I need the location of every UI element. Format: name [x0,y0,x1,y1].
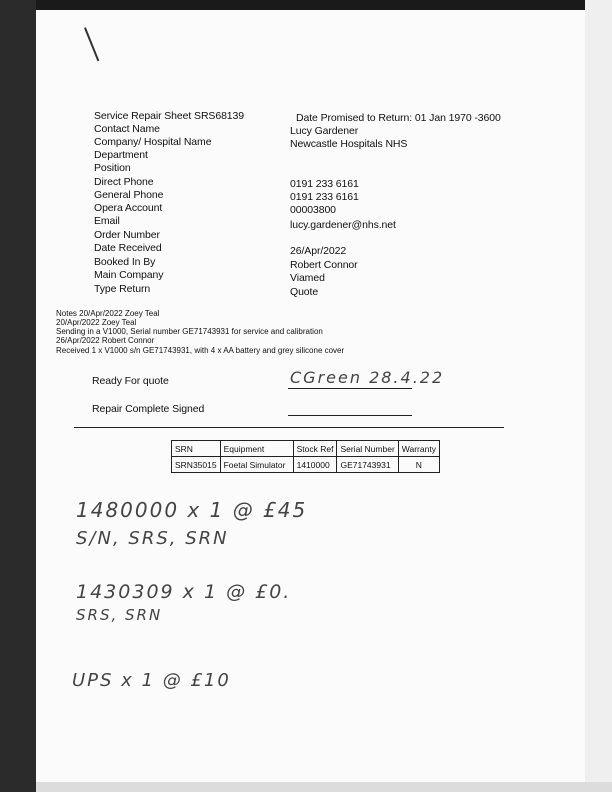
ready-signature: CGreen 28.4.22 [290,368,445,387]
table-row [172,457,440,473]
field-value: 0191 233 6161 [290,191,359,203]
field-label: Opera Account [94,202,163,214]
cell-warranty: N [398,457,439,473]
scan-edge-bottom [36,782,612,792]
field-label: Order Number [94,229,160,241]
header-serial-number: Serial Number [337,441,398,457]
note-line: Sending in a V1000, Serial number GE71743931 for service and calibration [56,327,323,336]
field-value: 0191 233 6161 [290,178,359,190]
date-promised: Date Promised to Return: 01 Jan 1970 -3600 [296,112,501,124]
handwritten-line-2: S/N, SRS, SRN [76,528,229,549]
handwritten-line-5: UPS x 1 @ £10 [72,670,231,691]
field-value: lucy.gardener@nhs.net [290,219,396,231]
field-label: Company/ Hospital Name [94,136,212,148]
note-line: Notes 20/Apr/2022 Zoey Teal [56,309,160,318]
field-label: Contact Name [94,123,160,135]
field-label: Booked In By [94,256,156,268]
scan-edge-right [585,0,612,792]
header-srn: SRN [172,441,221,457]
complete-signature-line [288,415,412,416]
field-value: Robert Connor [290,259,358,271]
field-label: Email [94,215,120,227]
cell-stock-ref: 1410000 [293,457,337,473]
cell-equipment: Foetal Simulator [220,457,293,473]
field-label: General Phone [94,189,164,201]
field-value: Lucy Gardener [290,125,359,137]
field-label: Direct Phone [94,176,154,188]
note-line: Received 1 x V1000 s/n GE71743931, with 4 x AA battery and grey silicone cover [56,346,345,355]
section-divider [74,427,504,428]
handwritten-line-1: 1480000 x 1 @ £45 [76,498,308,522]
table-header-row [172,441,440,457]
field-value: Newcastle Hospitals NHS [290,138,408,150]
scan-edge-top [36,0,612,10]
ready-for-quote-label: Ready For quote [92,375,169,387]
field-value: 26/Apr/2022 [290,245,347,257]
field-label: Type Return [94,283,151,295]
field-value: 00003800 [290,204,336,216]
cell-serial-number: GE71743931 [337,457,398,473]
ready-signature-line [288,388,412,389]
field-label: Date Received [94,242,162,254]
sheet-title: Service Repair Sheet SRS68139 [94,110,245,122]
repair-complete-label: Repair Complete Signed [92,403,205,415]
field-value: Quote [290,286,319,298]
handwritten-line-3: 1430309 x 1 @ £0. [76,581,292,603]
equipment-table [171,440,440,473]
field-label: Main Company [94,269,164,281]
header-equipment: Equipment [220,441,293,457]
cell-srn: SRN35015 [172,457,221,473]
field-label: Department [94,149,148,161]
note-line: 26/Apr/2022 Robert Connor [56,336,155,345]
note-line: 20/Apr/2022 Zoey Teal [56,318,137,327]
header-warranty: Warranty [398,441,439,457]
field-label: Position [94,162,131,174]
header-stock-ref: Stock Ref [293,441,337,457]
field-value: Viamed [290,272,325,284]
handwritten-line-4: SRS, SRN [76,606,163,624]
